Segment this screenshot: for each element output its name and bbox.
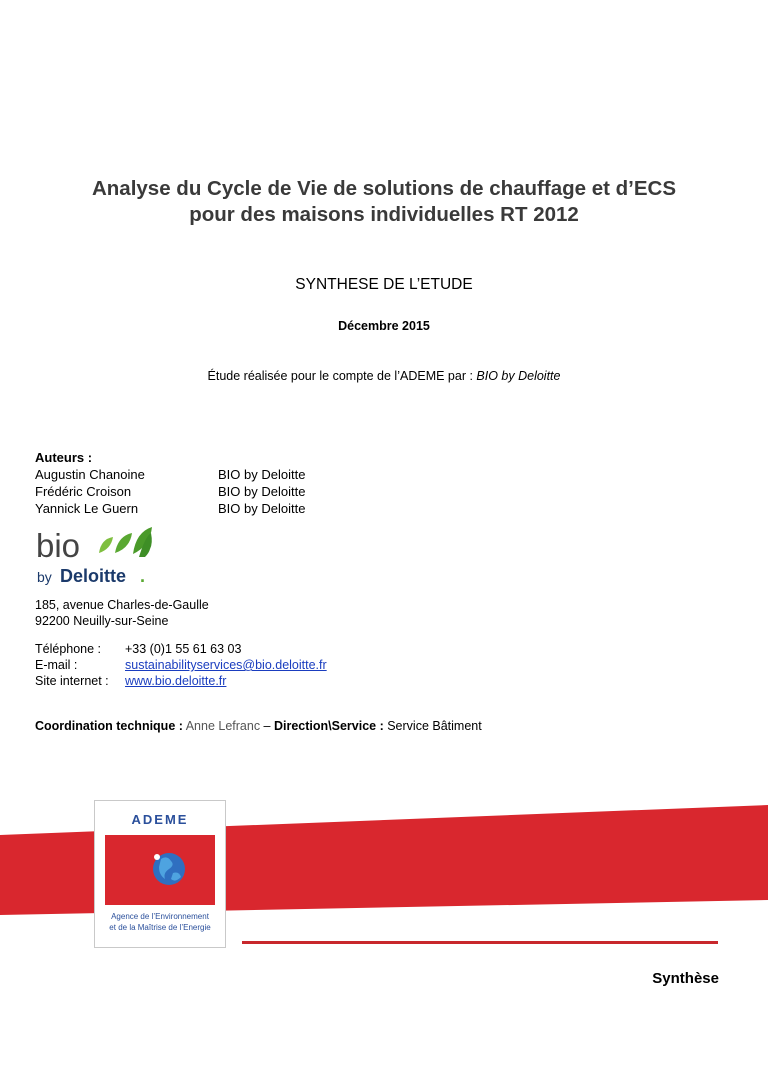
site-label: Site internet : bbox=[35, 674, 109, 688]
bio-logo-by: by bbox=[37, 569, 52, 585]
bio-deloitte-logo bbox=[35, 527, 195, 589]
contacts-block bbox=[35, 641, 327, 689]
commission-org: BIO by Deloitte bbox=[476, 369, 561, 383]
ademe-logo bbox=[94, 800, 226, 948]
ademe-logo-panel bbox=[105, 835, 215, 905]
phone-label: Téléphone : bbox=[35, 642, 102, 656]
ademe-logo-word: ADEME bbox=[131, 812, 189, 827]
author-name: Yannick Le Guern bbox=[35, 501, 139, 516]
ademe-caption-line-2: et de la Maîtrise de l’Energie bbox=[109, 923, 211, 932]
title-line-1: Analyse du Cycle de Vie de solutions de chauffage et d’ECS bbox=[91, 177, 677, 200]
author-row bbox=[35, 483, 305, 500]
commission-prefix: Étude réalisée pour le compte de l’ADEME par : bbox=[207, 369, 477, 383]
direction-label: Direction\Service : bbox=[273, 719, 384, 733]
author-name: Augustin Chanoine bbox=[35, 467, 145, 482]
coordination-label: Coordination technique : bbox=[35, 719, 183, 733]
contact-row-site bbox=[35, 673, 327, 689]
document-type-label: Synthèse bbox=[652, 970, 719, 987]
ademe-logo-caption bbox=[95, 911, 225, 933]
title-line-2: pour des maisons individuelles RT 2012 bbox=[189, 203, 579, 226]
author-name: Frédéric Croison bbox=[35, 484, 132, 499]
commission-line bbox=[0, 369, 768, 383]
phone-value: +33 (0)1 55 61 63 03 bbox=[125, 642, 242, 656]
email-label: E-mail : bbox=[35, 658, 78, 672]
address-line-2: 92200 Neuilly-sur-Seine bbox=[35, 614, 169, 628]
coordination-line bbox=[35, 719, 482, 733]
bio-logo-text: bio bbox=[36, 527, 81, 564]
contact-row-email bbox=[35, 657, 327, 673]
leaf-icon bbox=[115, 533, 132, 553]
author-org: BIO by Deloitte bbox=[218, 501, 306, 516]
authors-heading: Auteurs : bbox=[35, 450, 93, 465]
direction-value: Service Bâtiment bbox=[383, 719, 482, 733]
document-date: Décembre 2015 bbox=[338, 319, 430, 333]
address-block bbox=[35, 597, 209, 629]
coordination-dash: – bbox=[260, 719, 274, 733]
website-link[interactable]: www.bio.deloitte.fr bbox=[125, 674, 227, 688]
document-title bbox=[0, 176, 768, 228]
bio-logo-dot: . bbox=[140, 566, 146, 586]
author-row bbox=[35, 466, 305, 483]
author-org: BIO by Deloitte bbox=[218, 467, 306, 482]
bio-logo-deloitte: Deloitte bbox=[60, 566, 127, 586]
author-org: BIO by Deloitte bbox=[218, 484, 306, 499]
email-link[interactable]: sustainabilityservices@bio.deloitte.fr bbox=[125, 658, 327, 672]
address-line-1: 185, avenue Charles-de-Gaulle bbox=[35, 598, 209, 612]
ademe-caption-line-1: Agence de l’Environnement bbox=[111, 912, 209, 921]
red-divider-line bbox=[242, 941, 718, 944]
coordination-name: Anne Lefranc bbox=[182, 719, 261, 733]
globe-icon bbox=[105, 835, 215, 905]
contact-row-phone bbox=[35, 641, 327, 657]
authors-block bbox=[35, 449, 305, 517]
leaf-icon bbox=[99, 537, 113, 553]
document-subtitle: SYNTHESE DE L’ETUDE bbox=[295, 276, 473, 293]
author-row bbox=[35, 500, 305, 517]
